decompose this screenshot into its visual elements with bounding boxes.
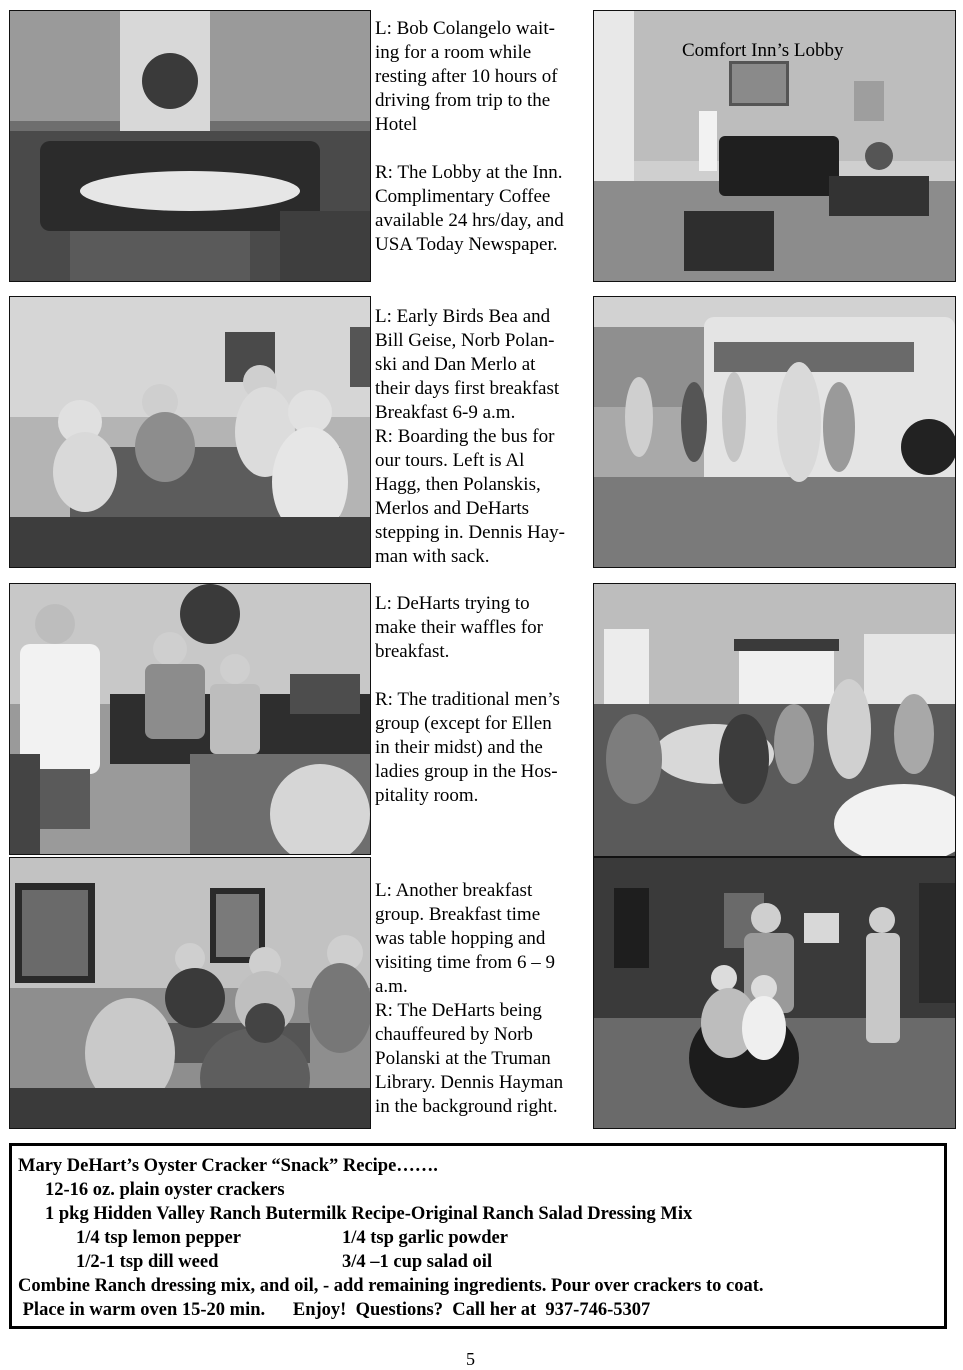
caption-line: chauffeured by Norb: [375, 1024, 533, 1045]
caption-line: ski and Dan Merlo at: [375, 354, 536, 375]
caption-line: Hotel: [375, 114, 418, 135]
row4-caption: [375, 879, 590, 1119]
caption-line: L: DeHarts trying to: [375, 593, 530, 614]
caption-line: R: The Lobby at the Inn.: [375, 162, 563, 183]
caption-line: group (except for Ellen: [375, 713, 552, 734]
lobby-sofa-photo: [9, 10, 371, 282]
caption-line: Bill Geise, Norb Polan-: [375, 330, 555, 351]
hospitality-room-photo: [593, 583, 956, 857]
caption-line: a.m.: [375, 976, 408, 997]
caption-line: R: Boarding the bus for: [375, 426, 555, 447]
caption-line: their days first breakfast: [375, 378, 560, 399]
recipe-ingredient: 1 pkg Hidden Valley Ranch Butermilk Recipe-Original Ranch Salad Dressing Mix: [45, 1204, 693, 1224]
row3-caption: [375, 592, 590, 808]
caption-line: resting after 10 hours of: [375, 66, 558, 87]
lobby-photo-label: Comfort Inn’s Lobby: [682, 40, 844, 61]
row2-caption: [375, 305, 590, 569]
recipe-title: Mary DeHart’s Oyster Cracker “Snack” Recipe…….: [18, 1156, 438, 1176]
recipe-ingredient: 1/4 tsp garlic powder: [342, 1228, 508, 1248]
row1-caption: [375, 17, 590, 257]
recipe-ingredient: 12-16 oz. plain oyster crackers: [45, 1180, 285, 1200]
caption-line: pitality room.: [375, 785, 479, 806]
caption-line: group. Breakfast time: [375, 904, 541, 925]
caption-line: L: Another breakfast: [375, 880, 533, 901]
caption-line: our tours. Left is Al: [375, 450, 525, 471]
caption-line: driving from trip to the: [375, 90, 551, 111]
waffle-photo: [9, 583, 371, 855]
caption-line: R: The DeHarts being: [375, 1000, 542, 1021]
caption-line: was table hopping and: [375, 928, 546, 949]
caption-line: man with sack.: [375, 546, 490, 567]
caption-line: in the background right.: [375, 1096, 558, 1117]
caption-line: stepping in. Dennis Hay-: [375, 522, 565, 543]
caption-line: Polanski at the Truman: [375, 1048, 551, 1069]
recipe-ingredient: 3/4 –1 cup salad oil: [342, 1252, 493, 1272]
recipe-ingredient: 1/4 tsp lemon pepper: [76, 1228, 241, 1248]
caption-line: visiting time from 6 – 9: [375, 952, 555, 973]
caption-line: L: Bob Colangelo wait-: [375, 18, 555, 39]
caption-line: Library. Dennis Hayman: [375, 1072, 564, 1093]
recipe-box: [9, 1143, 947, 1329]
caption-line: Complimentary Coffee: [375, 186, 551, 207]
caption-line: ing for a room while: [375, 42, 532, 63]
bus-boarding-photo: [593, 296, 956, 568]
breakfast-group-photo: [9, 857, 371, 1129]
caption-line: R: The traditional men’s: [375, 689, 560, 710]
breakfast-table-photo: [9, 296, 371, 568]
caption-line: Breakfast 6-9 a.m.: [375, 402, 516, 423]
recipe-instructions: Place in warm oven 15-20 min. Enjoy! Questions? Call her at 937-746-5307: [18, 1300, 651, 1320]
caption-line: make their waffles for: [375, 617, 543, 638]
caption-line: in their midst) and the: [375, 737, 543, 758]
caption-line: ladies group in the Hos-: [375, 761, 558, 782]
caption-line: breakfast.: [375, 641, 450, 662]
caption-line: available 24 hrs/day, and: [375, 210, 564, 231]
recipe-instructions: Combine Ranch dressing mix, and oil, - add remaining ingredients. Pour over crackers to coat.: [18, 1276, 764, 1296]
page-number: 5: [466, 1349, 475, 1369]
caption-line: Hagg, then Polanskis,: [375, 474, 541, 495]
recipe-ingredient: 1/2-1 tsp dill weed: [76, 1252, 219, 1272]
caption-line: L: Early Birds Bea and: [375, 306, 551, 327]
caption-line: USA Today Newspaper.: [375, 234, 558, 255]
truman-library-photo: [593, 857, 956, 1129]
caption-line: Merlos and DeHarts: [375, 498, 530, 519]
